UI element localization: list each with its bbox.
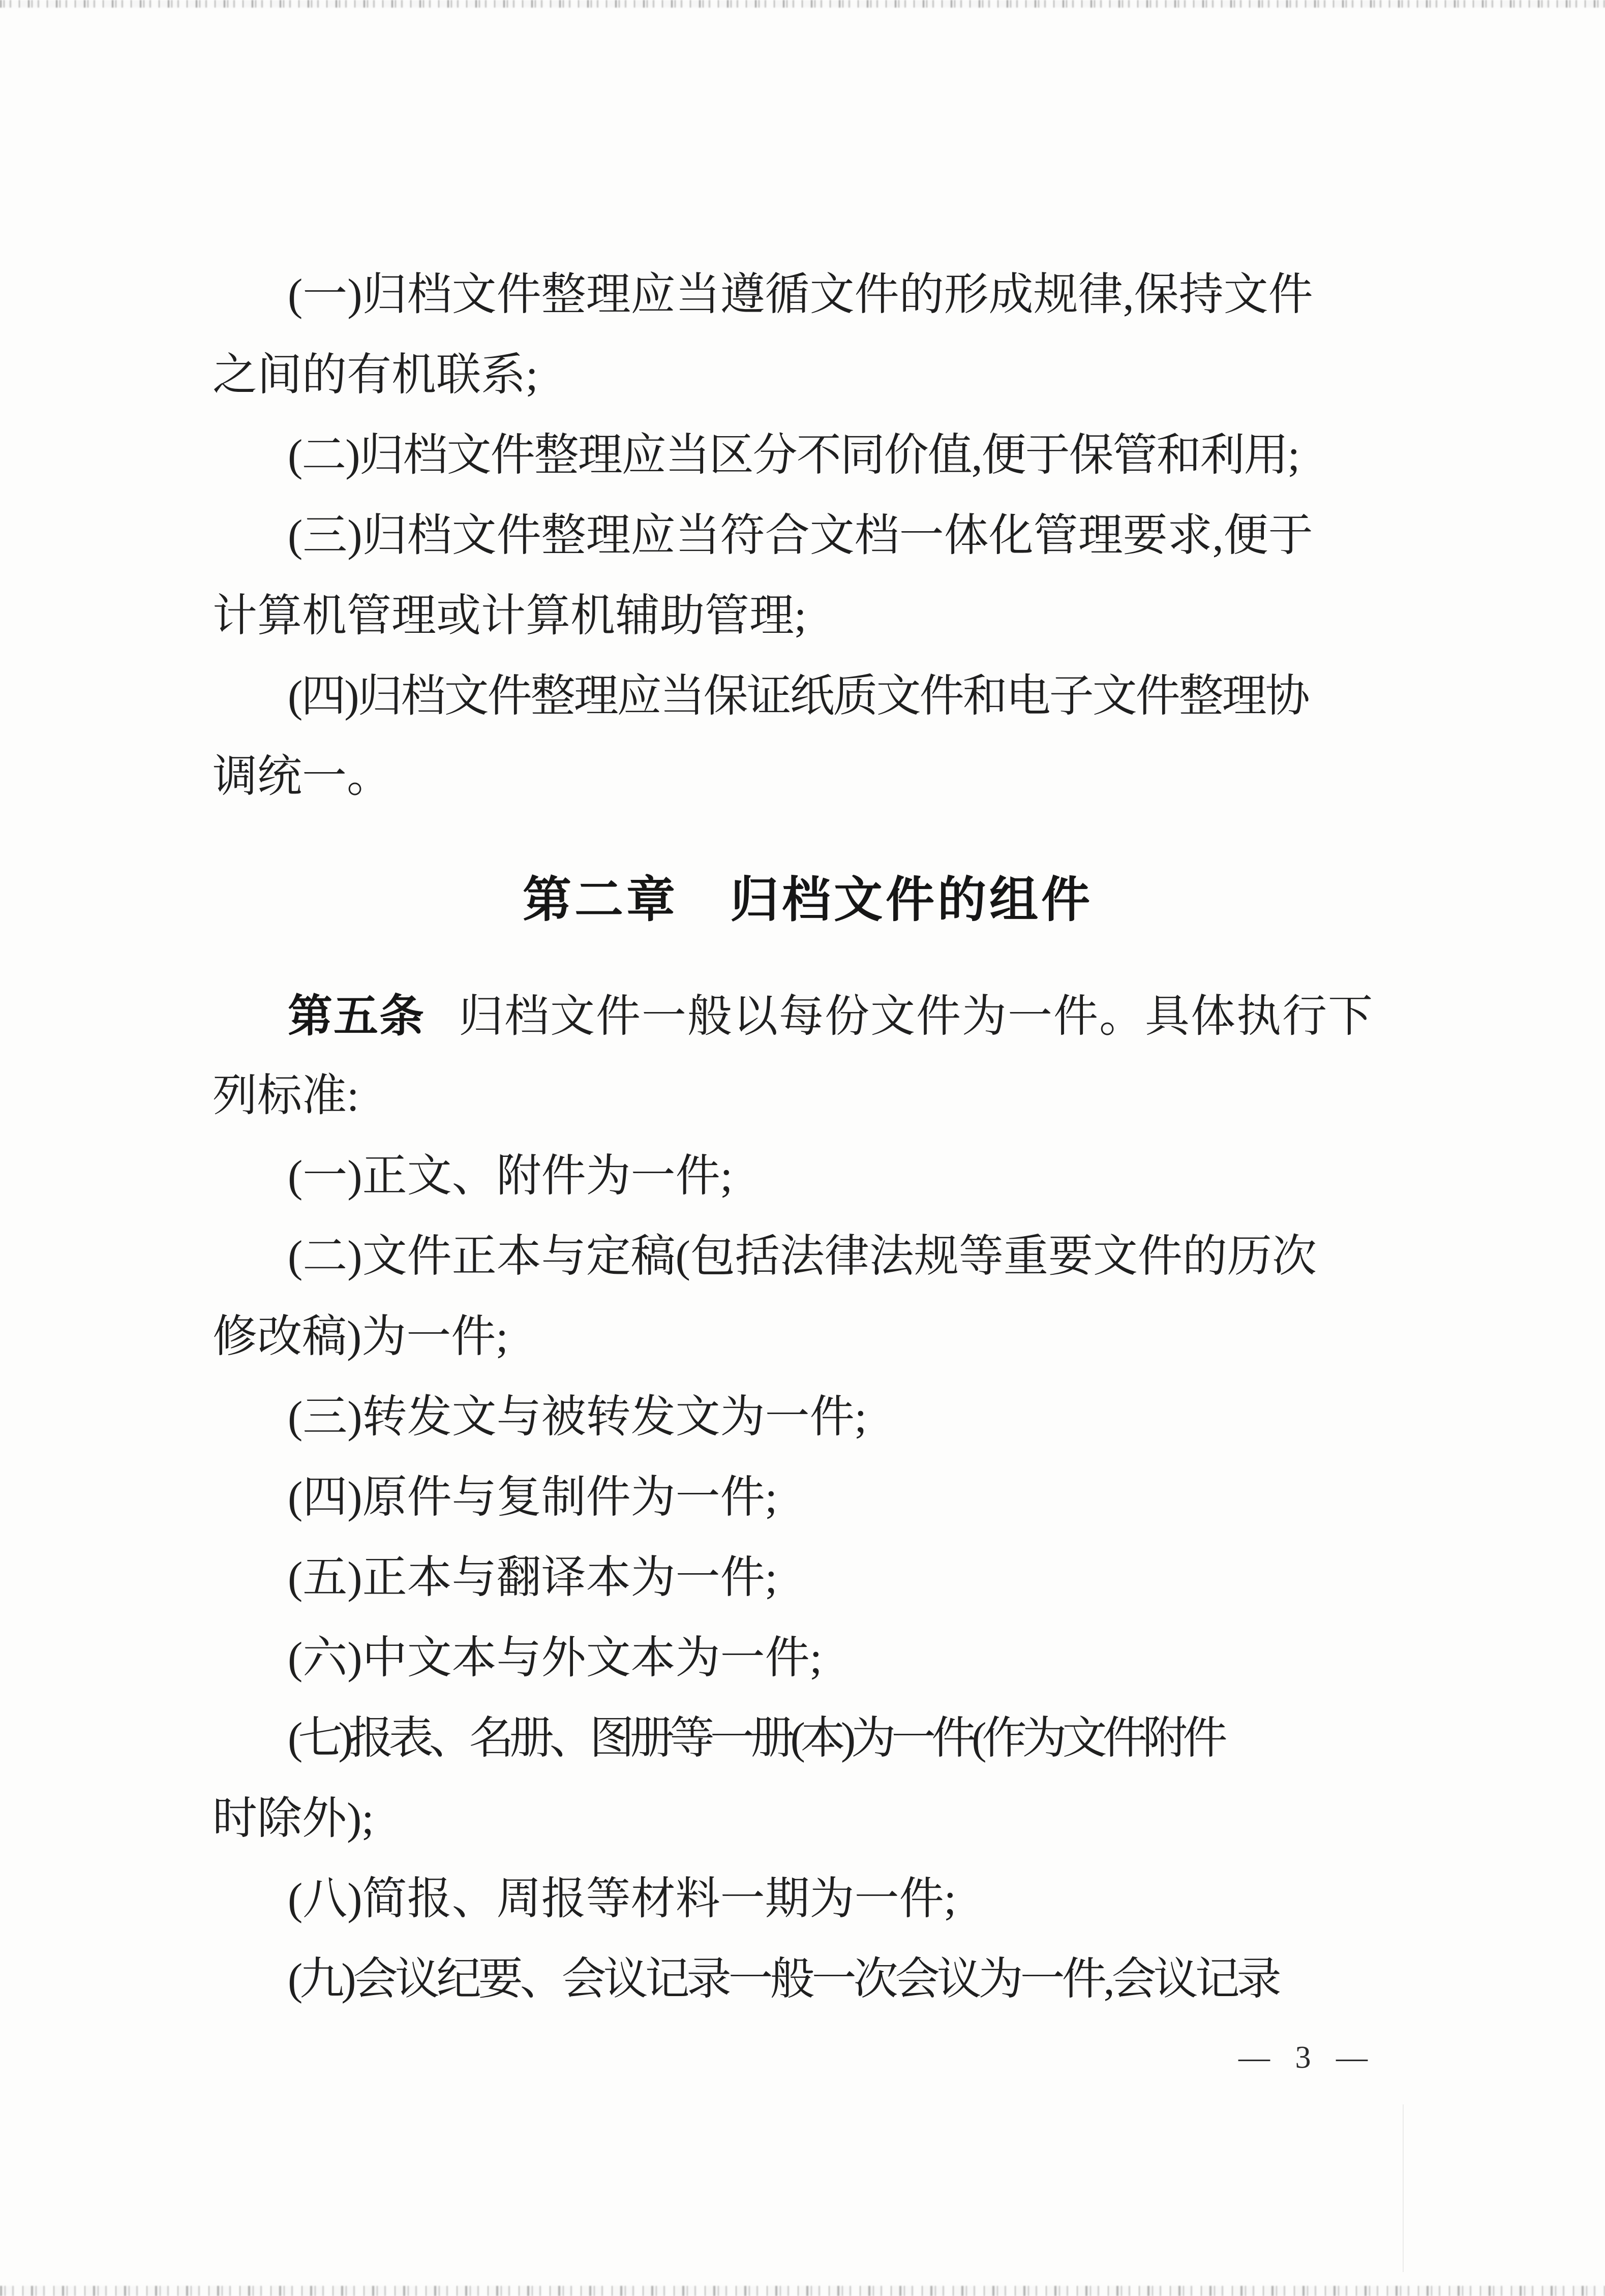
document-content <box>213 255 1403 2081</box>
standard-line: (六)中文本与外文本为一件; <box>288 1634 823 1683</box>
article-line <box>213 976 1403 1056</box>
clause-line: 调统一。 <box>213 752 392 802</box>
standard-line: 时除外); <box>213 1794 374 1844</box>
article-intro-text: 归档文件一般以每份文件为一件。具体执行下 <box>459 992 1374 1042</box>
clause-line: (三)归档文件整理应当符合文档一体化管理要求,便于 <box>288 511 1313 561</box>
standard-line: (三)转发文与被转发文为一件; <box>288 1393 867 1442</box>
standard-line: (一)正文、附件为一件; <box>288 1152 733 1201</box>
page-number: — 3 — <box>1238 2040 1368 2075</box>
standard-line: 修改稿)为一件; <box>213 1312 508 1362</box>
clause-line: 计算机管理或计算机辅助管理; <box>213 592 807 641</box>
chapter-heading: 第二章 归档文件的组件 <box>523 873 1093 927</box>
article-number: 第五条 <box>288 991 426 1041</box>
standard-line: 列标准: <box>213 1072 359 1121</box>
scan-artifact-bottom <box>0 2286 1605 2296</box>
standard-line: (四)原件与复制件为一件; <box>288 1473 778 1522</box>
clause-line: (一)归档文件整理应当遵循文件的形成规律,保持文件 <box>288 270 1313 320</box>
scan-artifact-top <box>0 0 1605 8</box>
standard-line: (五)正本与翻译本为一件; <box>288 1553 778 1603</box>
clause-line: 之间的有机联系; <box>213 351 538 400</box>
standard-line: (二)文件正本与定稿(包括法律法规等重要文件的历次 <box>288 1232 1317 1281</box>
clause-line: (二)归档文件整理应当区分不同价值,便于保管和利用; <box>288 431 1299 480</box>
scan-artifact-streak <box>1403 2104 1404 2272</box>
standard-line: (七)报表、名册、图册等一册(本)为一件(作为文件附件 <box>288 1714 1223 1763</box>
standard-line: (八)简报、周报等材料一期为一件; <box>288 1875 957 1924</box>
standard-line: (九)会议纪要、会议记录一般一次会议为一件,会议记录 <box>288 1955 1279 2004</box>
clause-line: (四)归档文件整理应当保证纸质文件和电子文件整理协 <box>288 672 1309 721</box>
